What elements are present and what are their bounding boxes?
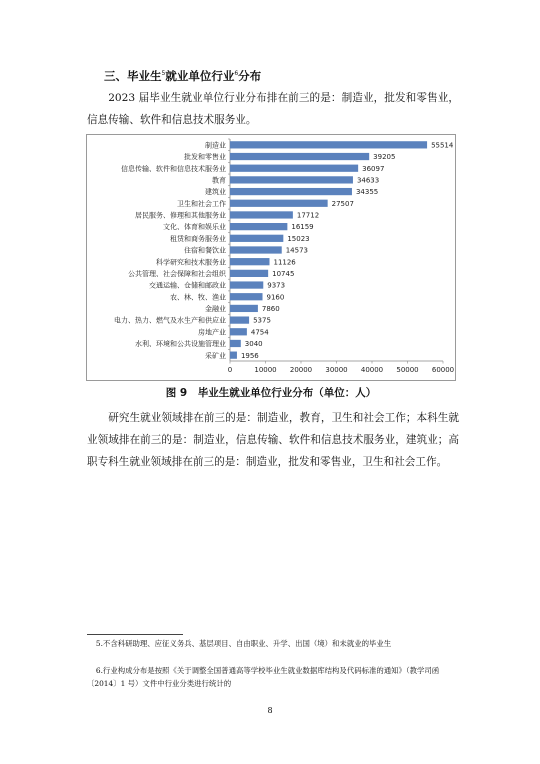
intro-paragraph: 2023 届毕业生就业单位行业分布排在前三的是：制造业，批发和零售业，信息传输、软件和信息技术服务业。: [87, 92, 459, 126]
x-tick-label-2: 20000: [289, 366, 313, 374]
category-label-2: 信息传输、软件和信息技术服务业: [121, 164, 226, 173]
footnote-ref-5[interactable]: 5: [161, 70, 166, 78]
x-tick-label-3: 30000: [325, 366, 348, 374]
category-label-7: 文化、体育和娱乐业: [163, 223, 226, 232]
industry-bar-chart: [86, 134, 456, 381]
bar-10: [230, 258, 269, 265]
value-label-18: 1956: [240, 351, 259, 360]
bar-15: [230, 316, 249, 323]
bar-8: [230, 235, 283, 242]
category-label-16: 房地产业: [198, 328, 226, 337]
bar-4: [230, 188, 352, 195]
footnote-6: 6.行业构成分布是按照《关于调整全国普通高等学校毕业生就业数据库结构及代码标准的通知》（教学司函〔2014〕1 号）文件中行业分类进行统计的: [87, 666, 440, 688]
bar-2: [230, 165, 358, 172]
value-label-12: 9373: [267, 281, 286, 290]
bar-12: [230, 281, 263, 288]
category-label-6: 居民服务、修理和其他服务业: [135, 211, 226, 220]
value-label-7: 16159: [291, 223, 314, 232]
category-label-0: 制造业: [205, 141, 226, 150]
value-label-11: 10745: [272, 269, 295, 278]
category-label-4: 建筑业: [205, 188, 226, 197]
category-label-11: 公共管理、社会保障和社会组织: [128, 269, 226, 278]
value-label-13: 9160: [266, 293, 285, 302]
footnote-divider: [87, 634, 183, 635]
bar-6: [230, 211, 293, 218]
bar-16: [230, 328, 247, 335]
value-label-9: 14573: [285, 246, 309, 255]
category-label-14: 金融业: [205, 305, 226, 314]
value-label-1: 39205: [373, 153, 396, 162]
footnote-ref-6[interactable]: 6: [234, 70, 239, 78]
heading-part-3: 分布: [238, 69, 262, 83]
bar-3: [230, 176, 353, 183]
category-label-1: 批发和零售业: [184, 153, 226, 162]
category-label-12: 交通运输、仓储和邮政业: [149, 281, 226, 290]
value-label-17: 3040: [244, 340, 263, 349]
x-tick-label-4: 40000: [360, 366, 384, 374]
bar-5: [230, 200, 328, 207]
bar-14: [230, 305, 258, 312]
bar-9: [230, 246, 282, 253]
heading-part-2: 就业单位行业: [165, 69, 235, 83]
bar-1: [230, 153, 369, 160]
chart-svg: [87, 135, 455, 380]
footnote-5: 5.不含科研助理、应征义务兵、基层项目、自由职业、升学、出国（境）和未就业的毕业生: [95, 639, 392, 648]
heading-part-1: 三、毕业生: [104, 69, 162, 83]
category-label-15: 电力、热力、燃气及水生产和供应业: [114, 316, 226, 325]
bar-7: [230, 223, 287, 230]
category-label-18: 采矿业: [205, 351, 226, 360]
figure-caption: 图 9 毕业生就业单位行业分布（单位：人）: [165, 387, 377, 399]
value-label-3: 34633: [356, 176, 380, 185]
x-tick-label-6: 60000: [431, 366, 455, 374]
value-label-0: 55514: [431, 141, 454, 150]
category-label-5: 卫生和社会工作: [177, 199, 226, 208]
value-label-10: 11126: [273, 258, 296, 267]
category-label-3: 教育: [212, 176, 226, 185]
value-label-14: 7860: [261, 305, 280, 314]
category-label-8: 租赁和商务服务业: [170, 234, 226, 243]
bar-18: [230, 352, 237, 359]
x-tick-label-1: 10000: [254, 366, 277, 374]
x-tick-label-0: 0: [227, 366, 233, 374]
section-heading: [104, 68, 261, 84]
value-label-5: 27507: [331, 199, 354, 208]
bar-13: [230, 293, 263, 300]
category-label-9: 住宿和餐饮业: [184, 246, 226, 255]
category-label-10: 科学研究和技术服务业: [156, 258, 226, 267]
value-label-15: 5375: [253, 316, 271, 325]
value-label-4: 34355: [355, 188, 379, 197]
bar-0: [230, 141, 427, 148]
page-number: 8: [267, 706, 273, 715]
x-tick-label-5: 50000: [396, 366, 419, 374]
bar-11: [230, 270, 268, 277]
category-label-17: 水利、环境和公共设施管理业: [135, 340, 226, 349]
value-label-16: 4754: [250, 328, 269, 337]
body-paragraph: 研究生就业领域排在前三的是：制造业，教育，卫生和社会工作；本科生就业领域排在前三的是：制造业，信息传输、软件和信息技术服务业，建筑业；高职专科生就业领域排在前三的是：制造业，批发和零售业，卫生和社会工作。: [87, 412, 459, 468]
value-label-6: 17712: [296, 211, 320, 220]
category-label-13: 农、林、牧、渔业: [170, 293, 226, 302]
bar-17: [230, 340, 241, 347]
value-label-8: 15023: [287, 234, 310, 243]
value-label-2: 36097: [362, 164, 385, 173]
